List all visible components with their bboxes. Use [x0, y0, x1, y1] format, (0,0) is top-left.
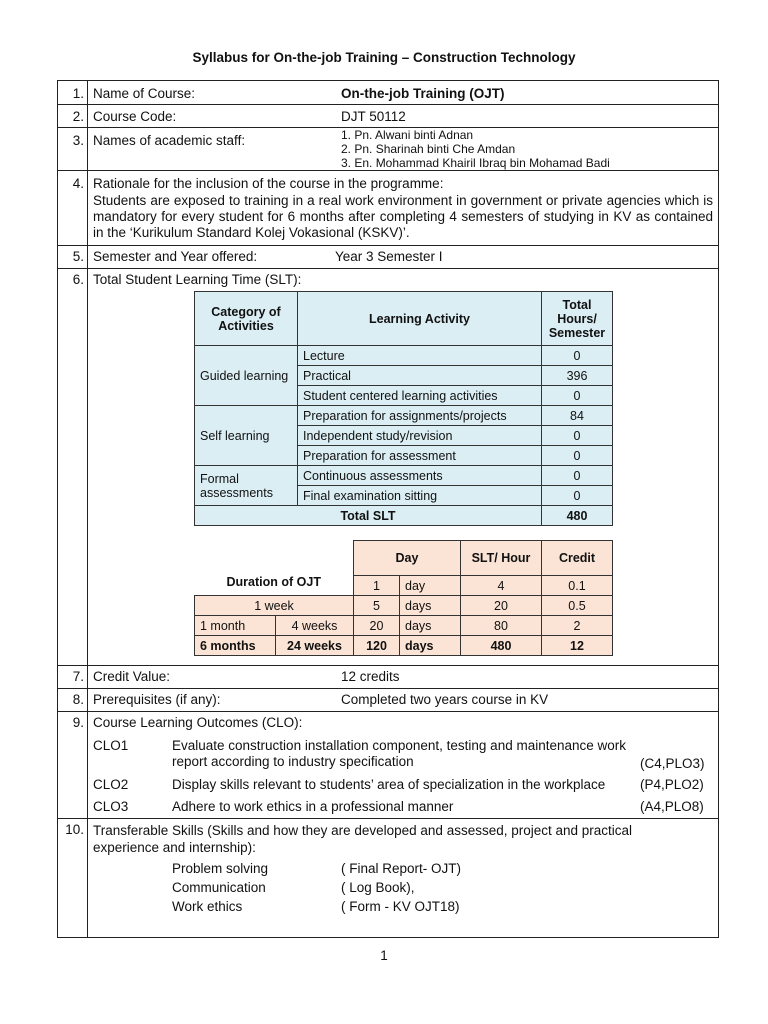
slt-hours: 0 [542, 426, 613, 446]
row-number: 6. [72, 272, 84, 287]
divider [57, 80, 58, 938]
ojt-cell: 480 [461, 636, 542, 656]
divider [57, 245, 719, 246]
slt-label: Total Student Learning Time (SLT): [93, 272, 302, 287]
ojt-cell: days [400, 596, 461, 616]
course-name-value: On-the-job Training (OJT) [341, 86, 505, 101]
ojt-cell: 1 month [195, 616, 276, 636]
slt-activity: Preparation for assignments/projects [298, 406, 542, 426]
row-number: 7. [72, 669, 84, 684]
slt-activity: Student centered learning activities [298, 386, 542, 406]
skill-name: Problem solving [172, 861, 269, 876]
ojt-cell: 80 [461, 616, 542, 636]
clo-text: Adhere to work ethics in a professional manner [172, 799, 454, 814]
ojt-cell: 4 [461, 576, 542, 596]
clo-code: (C4,PLO3) [640, 756, 705, 771]
ojt-header-slt: SLT/ Hour [461, 541, 542, 576]
slt-hours: 396 [542, 366, 613, 386]
ojt-duration-table [194, 540, 613, 656]
slt-header: Learning Activity [298, 292, 542, 346]
ojt-cell: 12 [542, 636, 613, 656]
slt-total-value: 480 [542, 506, 613, 526]
staff-name: 3. En. Mohammad Khairil Ibraq bin Mohamad Badi [341, 156, 610, 170]
ojt-cell: 24 weeks [276, 636, 354, 656]
slt-total-label: Total SLT [195, 506, 542, 526]
row-number: 5. [72, 249, 84, 264]
divider [57, 80, 719, 81]
semester-label: Semester and Year offered: [93, 249, 258, 264]
skills-label: Transferable Skills (Skills and how they are developed and assessed, project and practical experience and internship): [93, 823, 633, 855]
ojt-cell: 1 week [195, 596, 354, 616]
slt-hours: 84 [542, 406, 613, 426]
ojt-header-credit: Credit [542, 541, 613, 576]
ojt-cell: 1 [354, 576, 400, 596]
page-number: 1 [380, 948, 388, 963]
clo-code: (P4,PLO2) [640, 777, 704, 792]
ojt-cell: 20 [461, 596, 542, 616]
row-number: 3. [72, 133, 84, 148]
divider [57, 937, 719, 938]
ojt-cell: days [400, 616, 461, 636]
slt-category: Formal assessments [195, 466, 298, 506]
skill-assessment: ( Log Book), [341, 880, 415, 895]
clo-id: CLO3 [93, 799, 129, 814]
divider [57, 818, 719, 819]
divider [57, 688, 719, 689]
clo-text: Display skills relevant to students’ area of specialization in the workplace [172, 777, 606, 792]
slt-activity: Practical [298, 366, 542, 386]
course-code-value: DJT 50112 [341, 109, 406, 124]
document-title: Syllabus for On-the-job Training – Construction Technology [192, 50, 576, 65]
row-number: 9. [72, 715, 84, 730]
clo-label: Course Learning Outcomes (CLO): [93, 715, 303, 730]
slt-hours: 0 [542, 386, 613, 406]
ojt-cell: 5 [354, 596, 400, 616]
clo-id: CLO1 [93, 738, 129, 753]
row-number: 10. [65, 822, 84, 837]
divider [57, 268, 719, 269]
ojt-cell: 120 [354, 636, 400, 656]
skill-assessment: ( Form - KV OJT18) [341, 899, 460, 914]
clo-text: Evaluate construction installation component, testing and maintenance work report according to industry specification [172, 738, 627, 769]
ojt-cell: 4 weeks [276, 616, 354, 636]
ojt-header-day: Day [354, 541, 461, 576]
credit-label: Credit Value: [93, 669, 171, 684]
rationale-text: Students are exposed to training in a real work environment in government or private agencies which is mandatory for every student for 6 months after completing 4 semesters of studying in KV as contained in the ‘Kurikulum Standard Kolej Vokasional (KSKV)’. [93, 193, 713, 240]
skill-assessment: ( Final Report- OJT) [341, 861, 462, 876]
divider [57, 711, 719, 712]
slt-hours: 0 [542, 346, 613, 366]
divider [57, 170, 719, 171]
course-name-label: Name of Course: [93, 86, 196, 101]
ojt-cell: 20 [354, 616, 400, 636]
row-number: 4. [72, 176, 84, 191]
ojt-duration-label: Duration of OJT [226, 575, 321, 589]
slt-header: Total Hours/ Semester [542, 292, 613, 346]
prerequisites-value: Completed two years course in KV [341, 692, 549, 707]
divider [718, 80, 719, 938]
slt-category: Self learning [195, 406, 298, 466]
slt-header: Category of Activities [195, 292, 298, 346]
row-number: 8. [72, 692, 84, 707]
divider [57, 104, 719, 105]
slt-activity: Independent study/revision [298, 426, 542, 446]
row-number: 2. [72, 109, 84, 124]
credit-value: 12 credits [341, 669, 400, 684]
row-number: 1. [72, 86, 84, 101]
ojt-cell: days [400, 636, 461, 656]
ojt-cell: 0.1 [542, 576, 613, 596]
ojt-cell: 0.5 [542, 596, 613, 616]
skill-name: Communication [172, 880, 266, 895]
ojt-cell: 2 [542, 616, 613, 636]
semester-value: Year 3 Semester I [335, 249, 443, 264]
clo-id: CLO2 [93, 777, 129, 792]
rationale-label: Rationale for the inclusion of the course in the programme: [93, 176, 444, 191]
staff-name: 2. Pn. Sharinah binti Che Amdan [341, 142, 516, 156]
clo-code: (A4,PLO8) [640, 799, 704, 814]
divider [87, 80, 88, 938]
slt-hours: 0 [542, 466, 613, 486]
prerequisites-label: Prerequisites (if any): [93, 692, 221, 707]
slt-activity: Lecture [298, 346, 542, 366]
slt-category: Guided learning [195, 346, 298, 406]
slt-hours: 0 [542, 486, 613, 506]
ojt-cell: day [400, 576, 461, 596]
staff-name: 1. Pn. Alwani binti Adnan [341, 128, 474, 142]
slt-activity: Preparation for assessment [298, 446, 542, 466]
course-code-label: Course Code: [93, 109, 177, 124]
divider [57, 665, 719, 666]
slt-activity: Final examination sitting [298, 486, 542, 506]
slt-table [194, 291, 613, 526]
ojt-cell: 6 months [195, 636, 276, 656]
staff-label: Names of academic staff: [93, 133, 246, 148]
slt-hours: 0 [542, 446, 613, 466]
slt-activity: Continuous assessments [298, 466, 542, 486]
skill-name: Work ethics [172, 899, 243, 914]
